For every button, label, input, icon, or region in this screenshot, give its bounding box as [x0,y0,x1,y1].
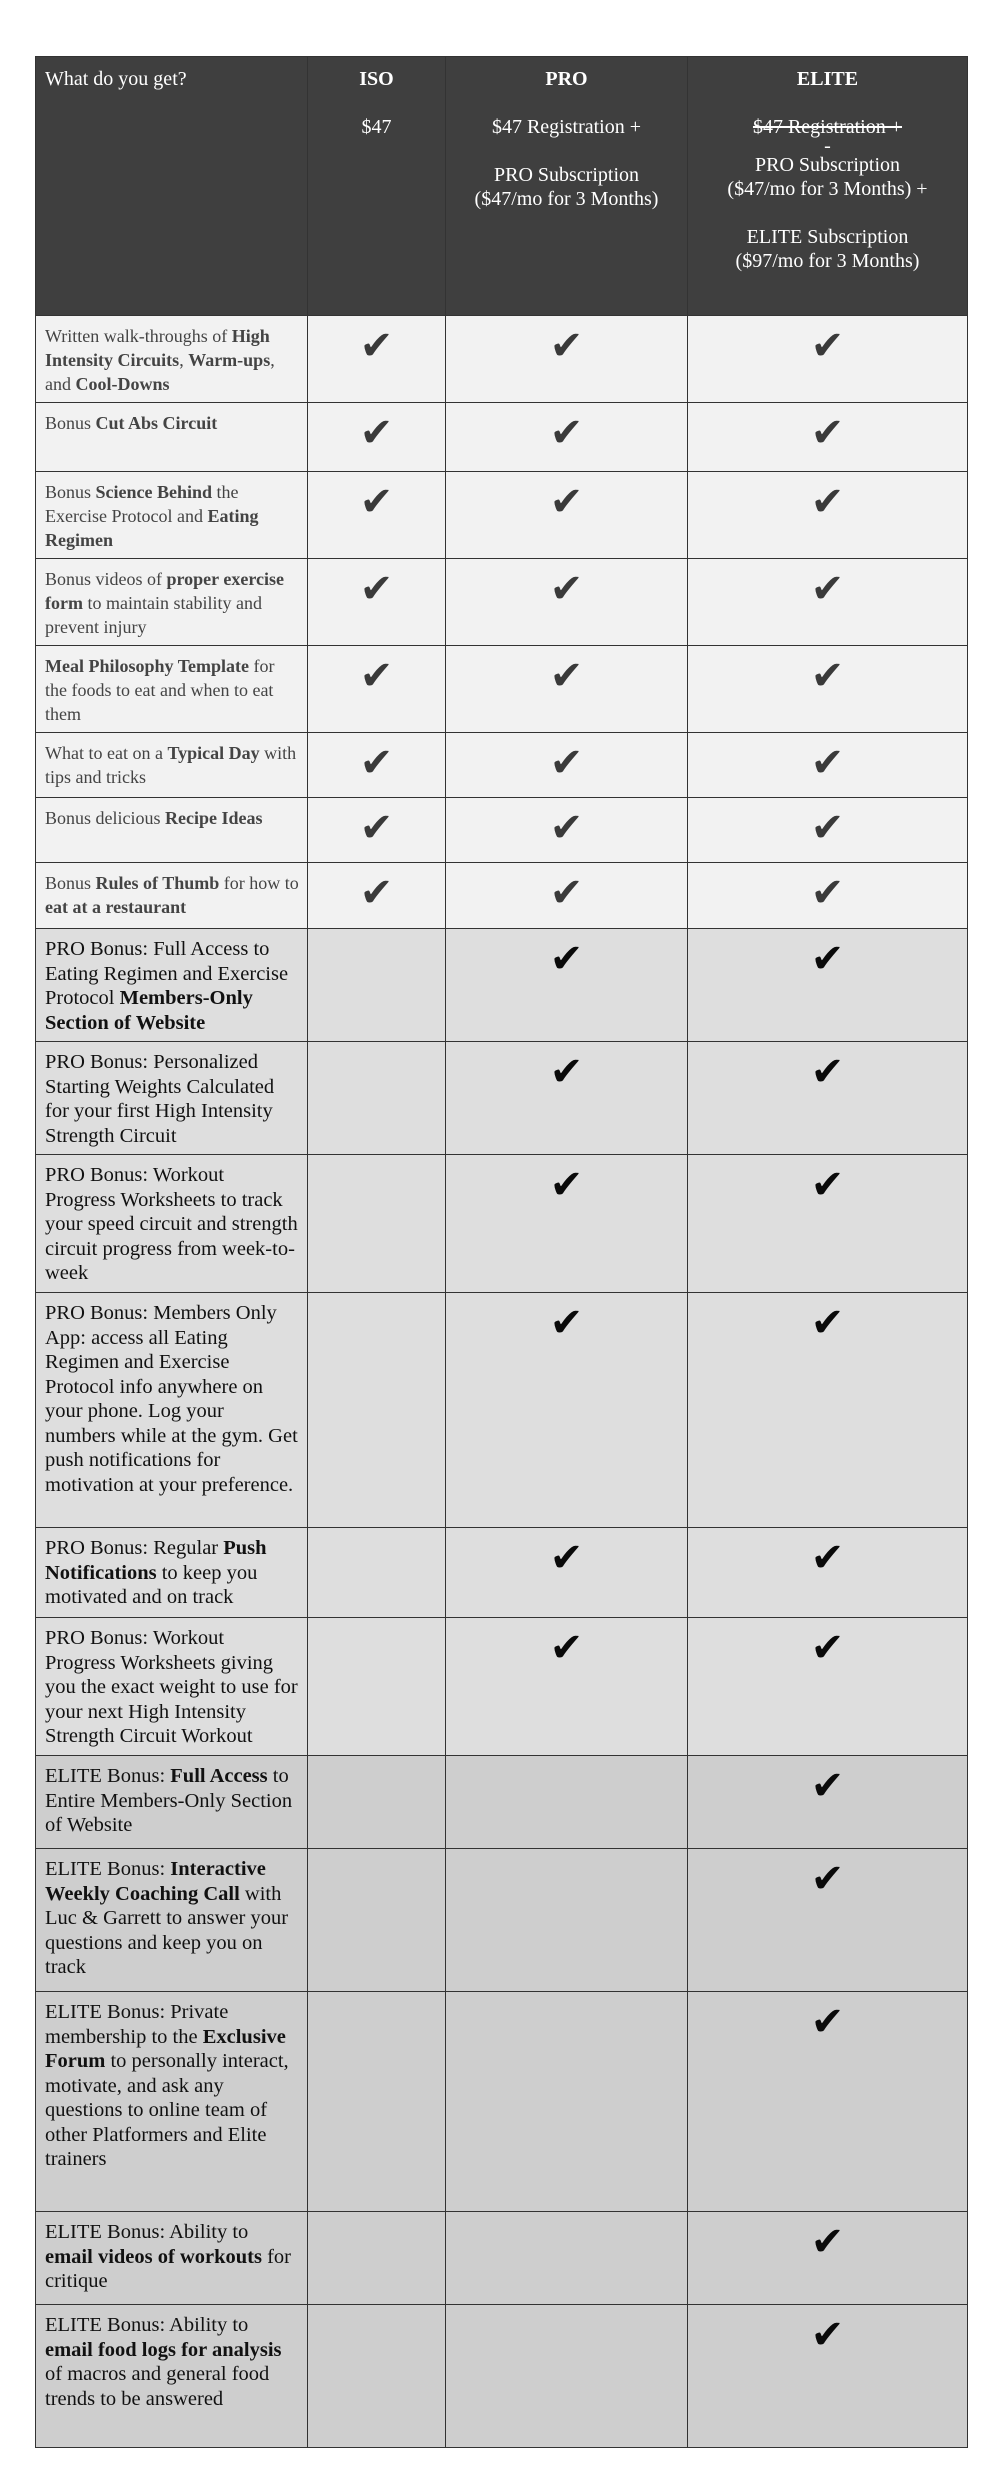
comparison-table [35,56,968,2448]
feature-text: to personally interact, motivate, and ask any questions to online team of other Platformers and Elite trainers [45,2050,289,2170]
elite-included-cell [688,1849,968,1992]
elite-included-cell [688,472,968,559]
feature-description-cell [36,1042,308,1155]
checkmark-icon: ✔ [549,323,584,369]
elite-price-pro-terms: ($47/mo for 3 Months) + [727,178,928,200]
iso-included-cell [308,472,446,559]
elite-included-cell [688,863,968,929]
checkmark-icon: ✔ [359,479,394,525]
pro-included-cell [446,1618,688,1756]
iso-included-cell [308,646,446,733]
elite-price-elite-terms: ($97/mo for 3 Months) [735,250,920,272]
table-row [36,1992,968,2212]
iso-included-cell [308,1293,446,1528]
feature-text-bold: Interactive Weekly Coaching Call [45,1858,266,1905]
checkmark-icon: ✔ [549,1162,584,1208]
elite-included-cell [688,1042,968,1155]
checkmark-icon: ✔ [810,2219,845,2265]
checkmark-icon: ✔ [810,740,845,786]
elite-included-cell [688,798,968,863]
feature-text: to keep you motivated and on track [45,1561,258,1608]
header-row [36,57,968,316]
pro-column-header [446,57,688,316]
checkmark-icon: ✔ [810,1049,845,1095]
feature-text: PRO Bonus: Regular [45,1537,224,1559]
table-row [36,798,968,863]
pro-price-registration: $47 Registration + [491,116,642,138]
table-row [36,1756,968,1849]
feature-text: PRO Bonus: Full Access to Eating Regimen and Exercise Protocol [45,938,289,1009]
elite-included-cell [688,646,968,733]
feature-description-cell [36,472,308,559]
pro-included-cell [446,646,688,733]
feature-text: PRO Bonus: Workout Progress Worksheets giving you the exact weight to use for your next High Intensity Strength Circuit Workout [45,1627,298,1747]
feature-text: ELITE Bonus: Private membership to the [45,2001,229,2048]
checkmark-icon: ✔ [810,936,845,982]
checkmark-icon: ✔ [810,1162,845,1208]
iso-included-cell [308,863,446,929]
pro-included-cell [446,1528,688,1618]
checkmark-icon: ✔ [810,653,845,699]
iso-included-cell [308,1992,446,2212]
elite-included-cell [688,1528,968,1618]
feature-description-cell [36,1618,308,1756]
feature-text: Bonus [45,413,96,433]
iso-included-cell [308,2305,446,2448]
feature-text: PRO Bonus: Personalized Starting Weights Calculated for your first High Intensity Strength Circuit [45,1051,275,1147]
pro-included-cell [446,2305,688,2448]
feature-description-cell [36,316,308,403]
checkmark-icon: ✔ [810,1625,845,1671]
iso-included-cell [308,316,446,403]
checkmark-icon: ✔ [810,1300,845,1346]
table-row [36,733,968,798]
feature-description-cell [36,929,308,1042]
feature-description-cell [36,733,308,798]
pro-tier-name: PRO [545,68,588,90]
table-row [36,1042,968,1155]
feature-text-bold: Warm-ups [188,350,271,370]
feature-description-cell [36,2212,308,2305]
checkmark-icon: ✔ [810,1535,845,1581]
checkmark-icon: ✔ [549,1625,584,1671]
checkmark-icon: ✔ [810,479,845,525]
feature-text: of macros and general food trends to be answered [45,2363,270,2410]
checkmark-icon: ✔ [549,870,584,916]
feature-text: the Exercise Protocol and [45,482,239,526]
feature-text: for critique [45,2245,291,2292]
checkmark-icon: ✔ [549,1049,584,1095]
feature-text: ELITE Bonus: Ability to [45,2314,249,2336]
iso-price: $47 [361,116,392,138]
checkmark-icon: ✔ [359,323,394,369]
feature-description-cell [36,2305,308,2448]
checkmark-icon: ✔ [549,1535,584,1581]
checkmark-icon: ✔ [549,653,584,699]
elite-included-cell [688,929,968,1042]
feature-text: Bonus [45,873,96,893]
feature-description-cell [36,559,308,646]
feature-text-bold: email food logs for analysis [45,2338,282,2361]
pro-included-cell [446,1155,688,1293]
pro-included-cell [446,863,688,929]
feature-description-cell [36,1528,308,1618]
elite-price-pro-subscription: PRO Subscription [754,154,901,176]
checkmark-icon: ✔ [549,805,584,851]
checkmark-icon: ✔ [549,936,584,982]
pro-included-cell [446,798,688,863]
iso-column-header [308,57,446,316]
elite-price-elite-subscription: ELITE Subscription [746,226,909,248]
elite-included-cell [688,1756,968,1849]
table-row [36,1849,968,1992]
iso-included-cell [308,1756,446,1849]
feature-text-bold: Exclusive Forum [45,2025,286,2072]
iso-included-cell [308,1528,446,1618]
feature-text: ELITE Bonus: [45,1765,171,1787]
feature-text-bold: Cut Abs Circuit [95,413,218,433]
feature-text: to maintain stability and prevent injury [45,593,262,637]
iso-included-cell [308,403,446,472]
checkmark-icon: ✔ [549,740,584,786]
checkmark-icon: ✔ [359,653,394,699]
checkmark-icon: ✔ [359,870,394,916]
table-row [36,1293,968,1528]
table-row [36,863,968,929]
checkmark-icon: ✔ [549,566,584,612]
feature-text-bold: Typical Day [167,743,260,763]
checkmark-icon: ✔ [810,870,845,916]
iso-included-cell [308,559,446,646]
checkmark-icon: ✔ [810,1856,845,1902]
feature-text-bold: Cool-Downs [75,374,170,394]
feature-description-cell [36,863,308,929]
iso-included-cell [308,1042,446,1155]
iso-included-cell [308,2212,446,2305]
feature-text: Bonus delicious [45,808,165,828]
feature-text-bold: Full Access [170,1765,268,1787]
feature-text: for the foods to eat and when to eat them [45,656,275,724]
elite-included-cell [688,403,968,472]
feature-text: Bonus videos of [45,569,167,589]
table-row [36,2305,968,2448]
checkmark-icon: ✔ [810,1999,845,2045]
feature-text-bold: email videos of workouts [45,2245,262,2268]
table-row [36,1528,968,1618]
feature-text: What to eat on a [45,743,168,763]
feature-description-cell [36,1155,308,1293]
table-row [36,472,968,559]
elite-price-registration: $47 Registration + [752,116,903,138]
checkmark-icon: ✔ [549,1300,584,1346]
feature-text-bold: Recipe Ideas [165,808,263,828]
feature-text: Bonus [45,482,96,502]
table-row [36,1618,968,1756]
checkmark-icon: ✔ [810,805,845,851]
feature-text: , and [45,350,275,394]
feature-text: , [179,350,189,370]
checkmark-icon: ✔ [359,805,394,851]
feature-text: with Luc & Garrett to answer your questions and keep you on track [45,1882,289,1978]
feature-text-bold: Push Notifications [45,1537,267,1584]
pro-included-cell [446,1042,688,1155]
feature-text: PRO Bonus: Workout Progress Worksheets to track your speed circuit and strength circuit progress from week-to-week [45,1164,298,1284]
feature-text-bold: Members-Only Section of Website [45,987,253,1034]
feature-description-cell [36,1756,308,1849]
feature-description-cell [36,403,308,472]
feature-description-cell [36,1293,308,1528]
elite-included-cell [688,316,968,403]
iso-included-cell [308,1849,446,1992]
elite-included-cell [688,559,968,646]
pro-included-cell [446,559,688,646]
table-row [36,646,968,733]
checkmark-icon: ✔ [359,740,394,786]
pro-included-cell [446,929,688,1042]
pro-included-cell [446,316,688,403]
elite-included-cell [688,733,968,798]
iso-included-cell [308,733,446,798]
feature-text: ELITE Bonus: [45,1858,171,1880]
feature-text-bold: Eating Regimen [45,506,259,550]
table-row [36,1155,968,1293]
pro-included-cell [446,2212,688,2305]
checkmark-icon: ✔ [549,410,584,456]
elite-included-cell [688,2212,968,2305]
pro-included-cell [446,472,688,559]
feature-text: for how to [219,873,299,893]
elite-column-header [688,57,968,316]
feature-text: PRO Bonus: Members Only App: access all Eating Regimen and Exercise Protocol info anywhere on your phone. Log your numbers while at the gym. Get push notifications for motivation at your preference. [45,1302,298,1496]
elite-tier-name: ELITE [796,68,859,90]
feature-text-bold: eat at a restaurant [45,897,187,917]
elite-included-cell [688,1293,968,1528]
iso-included-cell [308,929,446,1042]
checkmark-icon: ✔ [359,410,394,456]
feature-text-bold: Science Behind [95,482,213,502]
feature-description-cell [36,798,308,863]
elite-included-cell [688,2305,968,2448]
pro-price-subscription: PRO Subscription [493,164,640,186]
pro-included-cell [446,403,688,472]
feature-text: ELITE Bonus: Ability to [45,2221,249,2243]
table-row [36,559,968,646]
feature-column-header [36,57,308,316]
feature-description-cell [36,1992,308,2212]
iso-included-cell [308,798,446,863]
checkmark-icon: ✔ [359,566,394,612]
table-row [36,929,968,1042]
feature-text-bold: Meal Philosophy Template [45,656,250,676]
table-row [36,2212,968,2305]
checkmark-icon: ✔ [810,566,845,612]
feature-description-cell [36,1849,308,1992]
pro-price-subscription-terms: ($47/mo for 3 Months) [474,188,659,210]
feature-text: with tips and tricks [45,743,297,787]
pro-included-cell [446,1756,688,1849]
elite-included-cell [688,1618,968,1756]
checkmark-icon: ✔ [549,479,584,525]
feature-column-title: What do you get? [45,68,187,90]
iso-tier-name: ISO [359,68,394,90]
feature-text-bold: Rules of Thumb [95,873,220,893]
checkmark-icon: ✔ [810,1763,845,1809]
pro-included-cell [446,1293,688,1528]
feature-text: Written walk-throughs of [45,326,232,346]
elite-price-separator: - [824,135,831,157]
feature-description-cell [36,646,308,733]
feature-text: to Entire Members-Only Section of Website [45,1765,293,1836]
iso-included-cell [308,1618,446,1756]
checkmark-icon: ✔ [810,410,845,456]
table-row [36,403,968,472]
feature-text-bold: High Intensity Circuits [45,326,270,370]
iso-included-cell [308,1155,446,1293]
elite-included-cell [688,1992,968,2212]
pro-included-cell [446,1992,688,2212]
checkmark-icon: ✔ [810,323,845,369]
table-row [36,316,968,403]
pro-included-cell [446,733,688,798]
feature-rows [36,316,968,2448]
pro-included-cell [446,1849,688,1992]
elite-included-cell [688,1155,968,1293]
feature-text-bold: proper exercise form [45,569,284,613]
checkmark-icon: ✔ [810,2312,845,2358]
